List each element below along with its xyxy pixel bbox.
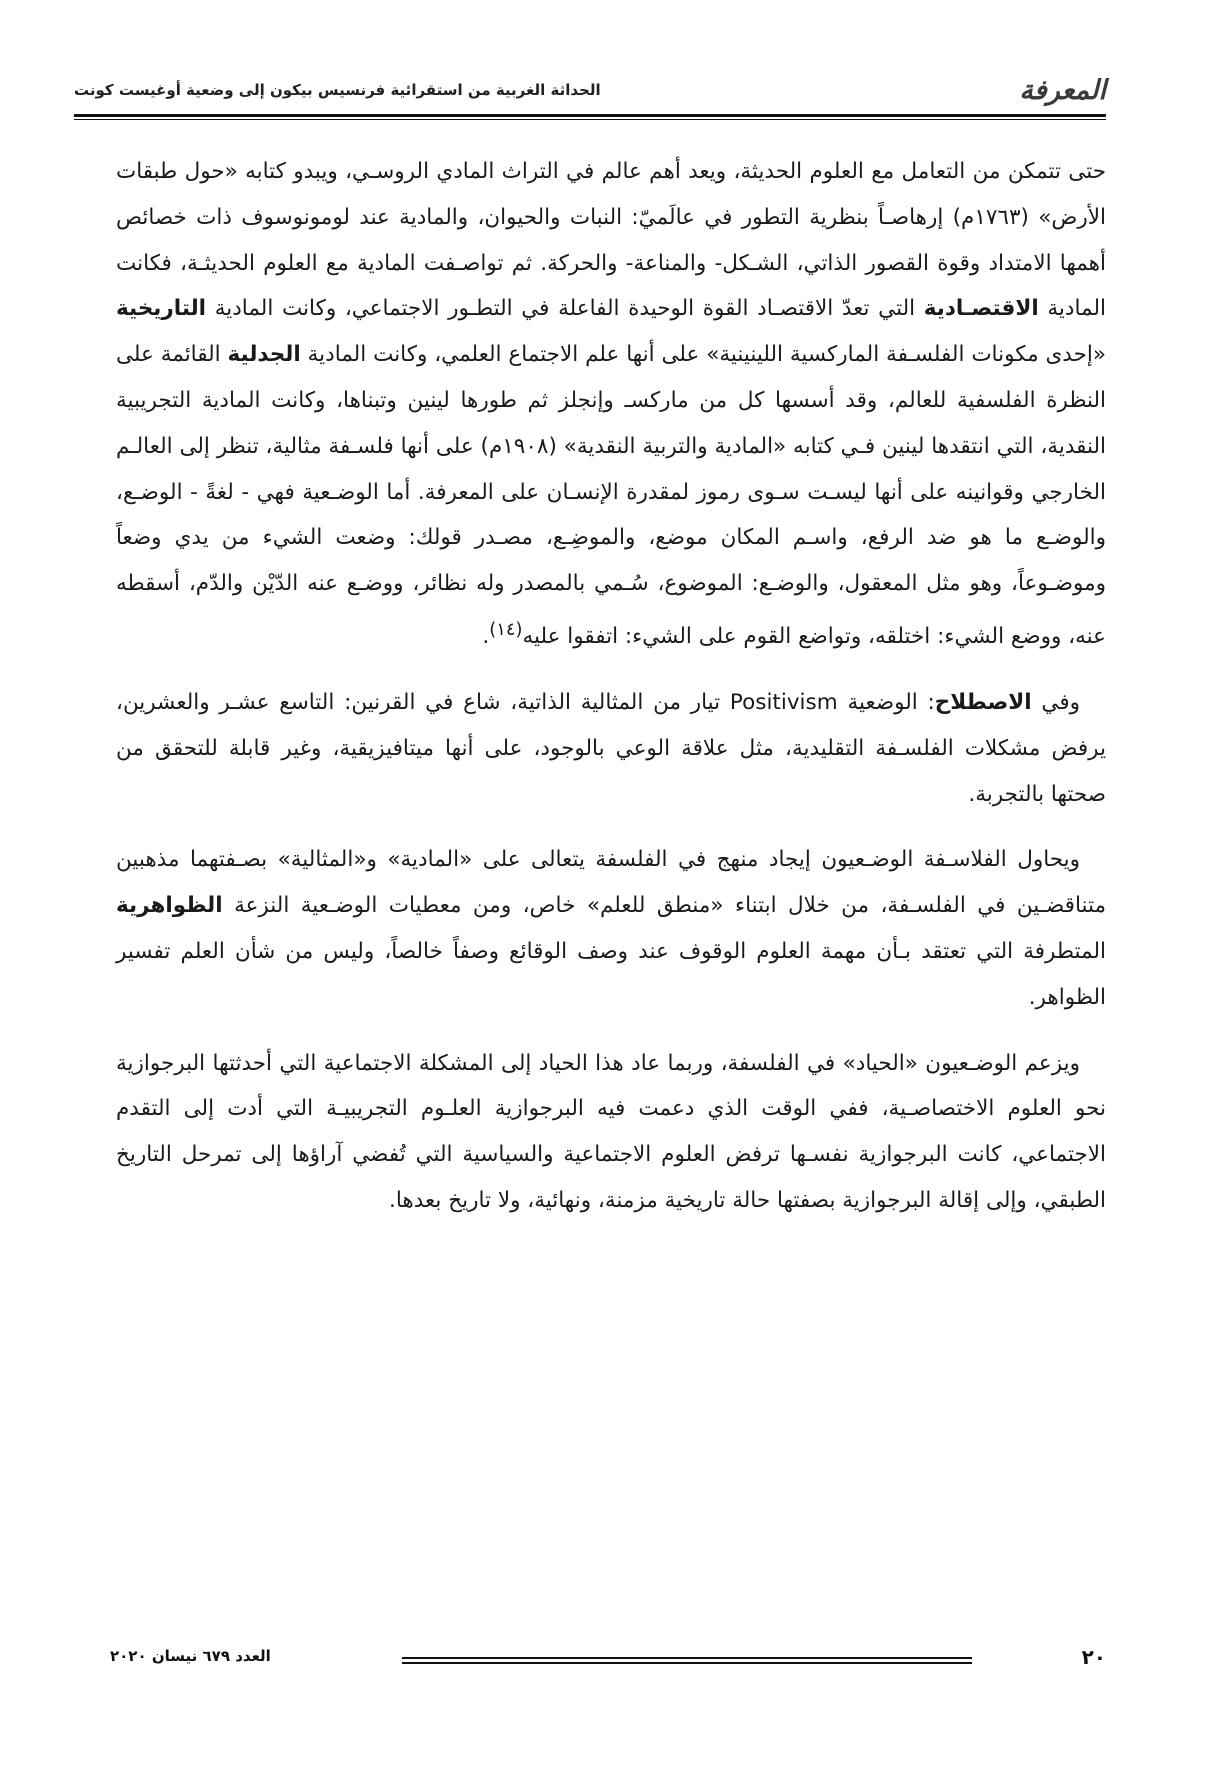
bold-term-terminology: الاصطلاح: [934, 689, 1032, 715]
footer-rule: [402, 1657, 972, 1664]
running-title: الحداثة الغربية من استقرائية فرنسيس بيكون إلى وضعية أوغيست كونت: [74, 81, 601, 99]
page-footer: [110, 1645, 1106, 1675]
footnote-ref[interactable]: (١٤): [489, 618, 523, 640]
magazine-logo: المعرفة: [1019, 74, 1106, 106]
header-rule: [74, 114, 1106, 120]
page-number: ٢٠: [1081, 1645, 1106, 1669]
paragraph-3: ويحاول الفلاسـفة الوضـعيون إيجاد منهج في الفلسفة يتعالى على «المادية» و«المثالية» بصـفتهما مذهبين متناقضـين في الفلسـفة، من خلال ابتناء «منطق للعلم» خاص، ومن معطيات الوضـعية النزعة الظواهرية المتطرفة التي تعتقد بـأن مهمة العلوم الوقوف عند وصف الوقائع وصفاً خالصاً، وليس من شأن العلم تفسير الظواهر.: [116, 847, 1106, 1010]
article-body: [116, 149, 1106, 1224]
bold-term-economic: الاقتصـادية: [923, 296, 1039, 322]
paragraph-4: ويزعم الوضـعيون «الحياد» في الفلسفة، وربما عاد هذا الحياد إلى المشكلة الاجتماعية التي أحدثتها البرجوازية نحو العلوم الاختصاصـية، ففي الوقت الذي دعمت فيه البرجوازية العلـوم التجريبيـة التي أدت إلى التقدم الاجتماعي، كانت البرجوازية نفسـها ترفض العلوم الاجتماعية والسياسية التي تُفضي آراؤها إلى تمرحل التاريخ الطبقي، وإلى إقالة البرجوازية بصفتها حالة تاريخية مزمنة، ونهائية، ولا تاريخ بعدها.: [116, 1050, 1106, 1213]
bold-term-dialectical: الجدلية: [227, 342, 301, 368]
issue-info: العدد ٦٧٩ نيسان ٢٠٢٠: [110, 1647, 271, 1665]
bold-term-phenomenal: الظواهرية: [116, 893, 223, 919]
paragraph-2: وفي الاصطلاح: الوضعية Positivism تيار من المثالية الذاتية، شاع في القرنين: التاسع عشـر والعشرين، يرفض مشكلات الفلسـفة التقليدية، مثل علاقة الوعي بالوجود، على أنها ميتافيزيقية، وغير قابلة للتحقق من صحتها بالتجربة.: [116, 689, 1106, 807]
page-header: [74, 70, 1106, 110]
paragraph-1: حتى تتمكن من التعامل مع العلوم الحديثة، ويعد أهم عالم في التراث المادي الروسـي، ويبدو كتابه «حول طبقات الأرض» (١٧٦٣م) إرهاصـاً بنظرية التطور في عالَميّ: النبات والحيوان، والمادية عند لومونوسوف ذات خصائص أهمها الامتداد وقوة القصور الذاتي، الشـكل- والمناعة- والحركة. ثم تواصـفت المادية مع العلوم الحديثـة، فكانت المادية الاقتصـادية التي تعدّ الاقتصـاد القوة الوحيدة الفاعلة في التطـور الاجتماعي، وكانت المادية التاريخية «إحدى مكونات الفلسـفة الماركسية اللينينية» على أنها علم الاجتماع العلمي، وكانت المادية الجدلية القائمة على النظرة الفلسفية للعالم، وقد أسسها كل من ماركسـ وإنجلز ثم طورها لينين وتبناها، وكانت المادية التجريبية النقدية، التي انتقدها لينين فـي كتابه «المادية والتربية النقدية» (١٩٠٨م) على أنها فلسـفة مثالية، تنظر إلى العالـم الخارجي وقوانينه على أنها ليسـت سـوى رموز لمقدرة الإنسـان على المعرفة. أما الوضـعية فهي - لغةً - الوضـع، والوضـع ما هو ضد الرفع، واسـم المكان موضع، والموضِـع، مصـدر قولك: وضعت الشيء من يدي وضعاً وموضـوعاً، وهو مثل المعقول، والوضـع: الموضوع، سُـمي بالمصدر وله نظائر، ووضـع عنه الدّيْن والدّم، أسقطه عنه، ووضع الشيء: اختلقه، وتواضع القوم على الشيء: اتفقوا عليه$^{(١٤)}$.: [116, 159, 1106, 650]
bold-term-historical: التاريخية: [116, 296, 207, 322]
